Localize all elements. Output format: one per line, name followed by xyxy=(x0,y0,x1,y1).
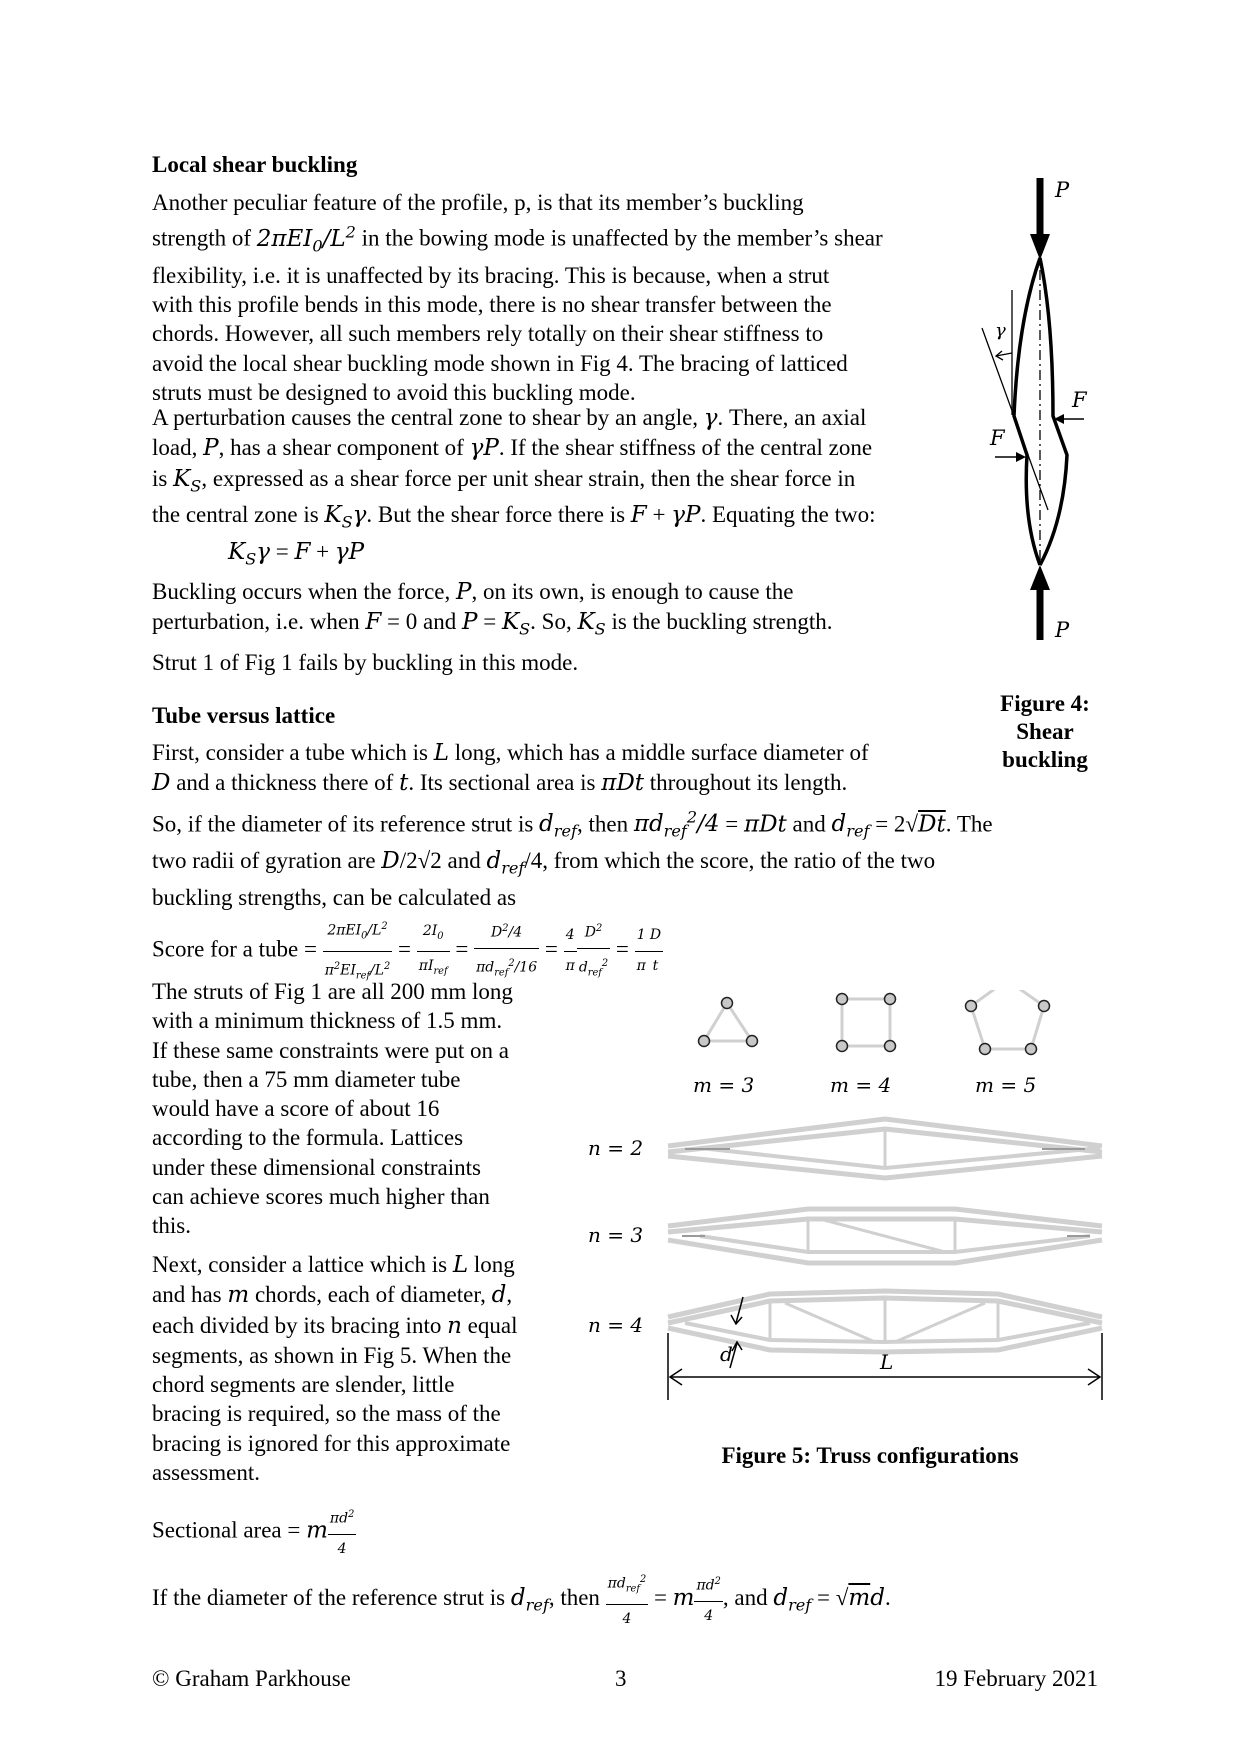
text-line: buckling strengths, can be calculated as xyxy=(152,885,517,911)
text-line: chords. However, all such members rely totally on their shear stiffness to xyxy=(152,321,824,347)
footer-page-number: 3 xyxy=(615,1666,627,1691)
truss-diagrams xyxy=(580,990,1140,1440)
label-force-right: F xyxy=(1072,388,1087,412)
heading-local-shear-buckling: Local shear buckling xyxy=(152,152,358,177)
caption-line: Shear xyxy=(1016,719,1074,744)
figure-4-shear-buckling xyxy=(960,170,1140,650)
text-line: The struts of Fig 1 are all 200 mm long xyxy=(152,979,513,1004)
heading-tube-versus-lattice: Tube versus lattice xyxy=(152,703,336,728)
footer-copyright: © Graham Parkhouse xyxy=(152,1666,351,1691)
text-line: Buckling occurs when the force, P, on its own, is enough to cause the xyxy=(152,579,794,605)
text-line: First, consider a tube which is L long, which has a middle surface diameter of xyxy=(152,740,869,766)
equation-reference-diameter: If the diameter of the reference strut is $d_{ref}$, then $\frac{\pi d_{ref}^2}{4}$ = m $\frac{\pi d^2}{4}$ , and $d_{ref} = √md$. xyxy=(152,1565,891,1634)
text-line: would have a score of about 16 xyxy=(152,1096,440,1122)
equation-score-tube: Score for a tube = $\frac{2\pi EI_0/L^2}{\pi^2EI_{ref}/L^2}$ = $\frac{2I_0}{\pi I_{ref}}$ = $\frac{D^2/4}{\pi d_{ref}^2/16}$ = $\frac{4}{\pi}$ $\frac{D^2}{d_{ref}^2}$ = $\frac{1}{\pi}$ $\frac{D}{t}$ xyxy=(152,912,663,991)
caption-line: buckling xyxy=(1002,747,1088,772)
text-line: So, if the diameter of its reference strut is $d_{ref}$, then $\pi d_{ref}^2/4 = \pi Dt$ and $d_{ref} = 2√Dt$. The xyxy=(152,807,993,841)
text-line: under these dimensional constraints xyxy=(152,1154,481,1180)
text-line: according to the formula. Lattices xyxy=(152,1125,464,1151)
figure-5-caption: Figure 5: Truss configurations xyxy=(721,1443,1019,1468)
cross-section-m3 xyxy=(699,998,758,1047)
text-line: chord segments are slender, little xyxy=(152,1372,455,1398)
label-n2: n = 2 xyxy=(588,1136,644,1160)
text-line: with a minimum thickness of 1.5 mm. xyxy=(152,1008,503,1034)
text-line: D and a thickness there of t. Its sectional area is πDt throughout its length. xyxy=(152,770,848,797)
text-line: Next, consider a lattice which is L long xyxy=(152,1252,515,1278)
text-line: struts must be designed to avoid this buckling mode. xyxy=(152,380,636,406)
text-line: is $K_S$, expressed as a shear force per unit shear strain, then the shear force in xyxy=(152,465,856,496)
figure-5-truss-configurations xyxy=(580,990,1140,1440)
text-line: this. xyxy=(152,1213,191,1239)
strut-diagram xyxy=(960,170,1140,650)
text-line: segments, as shown in Fig 5. When the xyxy=(152,1342,512,1368)
label-n4: n = 4 xyxy=(588,1313,644,1337)
label-angle-gamma: γ xyxy=(995,320,1006,341)
text-line: strength of $2\pi EI_0/L^2$ in the bowing mode is unaffected by the member’s shear xyxy=(152,222,883,256)
label-d: d xyxy=(720,1342,733,1366)
score-label: Score for a tube = xyxy=(152,936,317,962)
label-L: L xyxy=(880,1350,894,1374)
label-load-top: P xyxy=(1055,178,1070,202)
footer-date: 19 February 2021 xyxy=(934,1666,1098,1691)
text-line: bracing is required, so the mass of the xyxy=(152,1401,501,1427)
text-line: two radii of gyration are D/2√2 and $d_{ref}/4$, from which the score, the ratio of the two xyxy=(152,848,936,878)
text-line: each divided by its bracing into n equal xyxy=(152,1312,518,1339)
text-line: Another peculiar feature of the profile, p, is that its member’s buckling xyxy=(152,190,804,215)
cross-section-m5 xyxy=(966,990,1050,1055)
label-m4: m = 4 xyxy=(830,1073,892,1097)
paragraph-profile-feature xyxy=(152,188,952,407)
label-force-left: F xyxy=(990,426,1005,450)
text-line: If these same constraints were put on a xyxy=(152,1037,510,1063)
label-m5: m = 5 xyxy=(975,1073,1037,1097)
truss-n2 xyxy=(668,1119,1102,1178)
equation-shear-balance: $K_S\gamma = F + \gamma P$ xyxy=(228,539,365,569)
truss-n4 xyxy=(668,1291,1102,1352)
text-line: the central zone is $K_S\gamma$. But the shear force there is F + γP. Equating the two: xyxy=(152,502,876,533)
caption-line: Figure 4: xyxy=(1000,691,1090,716)
paragraph-strut1: Strut 1 of Fig 1 fails by buckling in this mode. xyxy=(152,650,579,675)
paragraph-fig1-constraints xyxy=(152,977,572,1241)
paragraph-perturbation xyxy=(152,403,952,537)
text-line: A perturbation causes the central zone to shear by an angle, γ. There, an axial xyxy=(152,405,867,431)
cross-section-m4 xyxy=(837,994,896,1052)
truss-n3 xyxy=(668,1209,1102,1263)
label-n3: n = 3 xyxy=(588,1223,644,1247)
equation-sectional-area: Sectional area = m $\frac{\pi d^2}{4}$ xyxy=(152,1500,356,1564)
sectional-area-label: Sectional area = xyxy=(152,1517,301,1543)
text-line: flexibility, i.e. it is unaffected by its bracing. This is because, when a strut xyxy=(152,262,830,288)
text-line: tube, then a 75 mm diameter tube xyxy=(152,1066,461,1092)
text-line: can achieve scores much higher than xyxy=(152,1184,490,1210)
label-load-bottom: P xyxy=(1055,618,1070,642)
paragraph-lattice xyxy=(152,1250,572,1487)
text-line: with this profile bends in this mode, there is no shear transfer between the xyxy=(152,292,832,318)
text-line: and has m chords, each of diameter, d, xyxy=(152,1282,513,1309)
paragraph-tube xyxy=(152,738,1112,912)
label-m3: m = 3 xyxy=(693,1073,755,1097)
paragraph-buckling-condition xyxy=(152,577,952,644)
text-line: perturbation, i.e. when F = 0 and $P = K_S$. So, $K_S$ is the buckling strength. xyxy=(152,609,833,639)
text-line: avoid the local shear buckling mode shown in Fig 4. The bracing of latticed xyxy=(152,350,848,376)
text-line: bracing is ignored for this approximate xyxy=(152,1430,511,1456)
text-line: assessment. xyxy=(152,1460,260,1486)
text-line: load, P, has a shear component of γP. If the shear stiffness of the central zone xyxy=(152,435,873,462)
